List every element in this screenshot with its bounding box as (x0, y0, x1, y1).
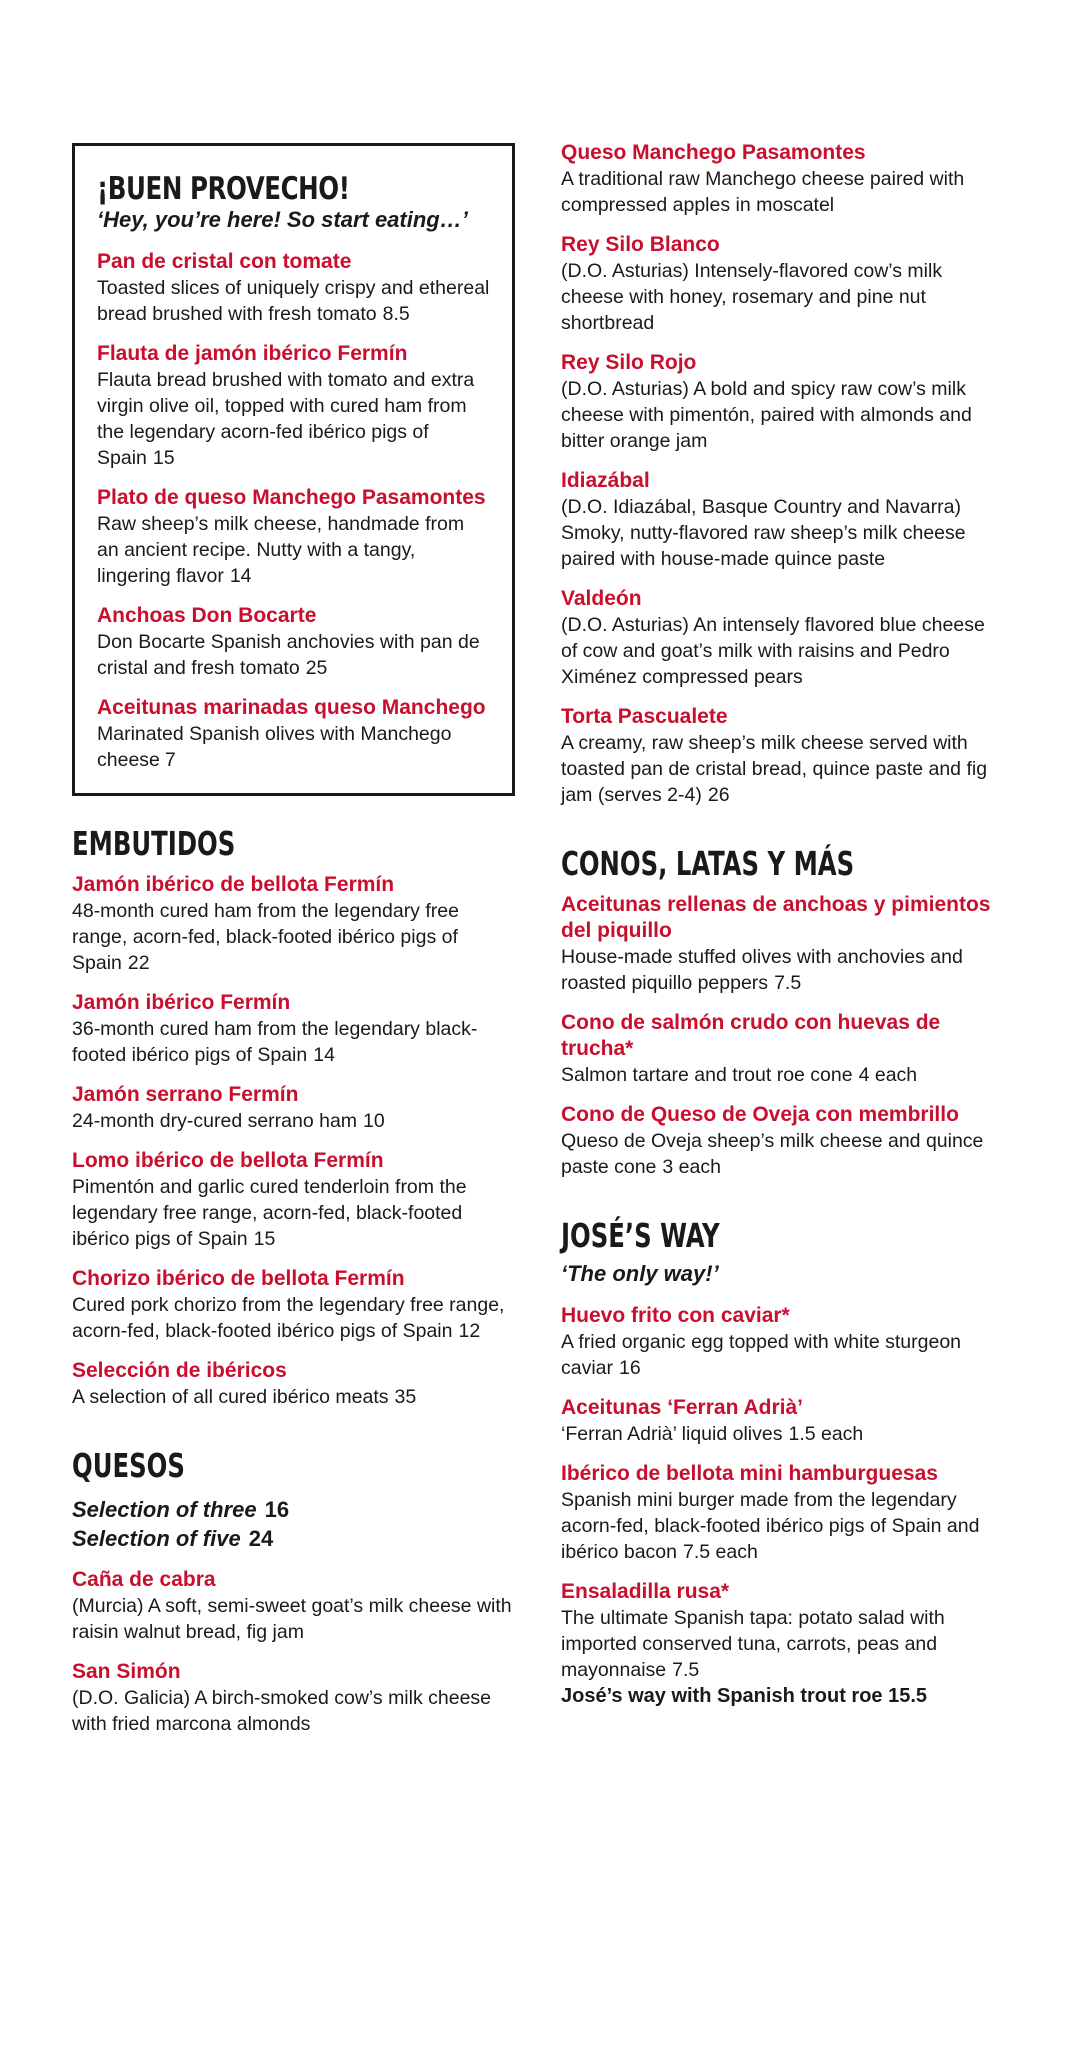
item-desc-text: Queso de Oveja sheep’s milk cheese and quince paste cone (561, 1130, 984, 1179)
item-price: 35 (394, 1386, 417, 1409)
quesos-title: QUESOS (72, 1446, 185, 1486)
item-desc-text: ‘Ferran Adrià’ liquid olives (561, 1422, 783, 1445)
item-name: Selección de ibéricos (72, 1359, 287, 1383)
item-desc-text: House-made stuffed olives with anchovies and roasted piquillo peppers (561, 946, 963, 995)
menu-item (97, 603, 490, 681)
conos-section (561, 846, 1004, 1180)
menu-item (561, 1461, 1004, 1565)
selection-three-price: 16 (264, 1496, 290, 1522)
item-desc-text: 36-month cured ham from the legendary black-footed ibérico pigs of Spain (72, 1018, 478, 1067)
joses-way-section (561, 1218, 1004, 1709)
embutidos-section (72, 826, 515, 1410)
item-description (97, 629, 490, 681)
item-price: 22 (127, 952, 150, 975)
left-column (72, 143, 515, 1775)
item-desc-text: A selection of all cured ibérico meats (72, 1386, 389, 1409)
item-description (97, 367, 490, 471)
item-description: (D.O. Idiazábal, Basque Country and Navarra) Smoky, nutty-flavored raw sheep’s milk cheese paired with house-made quince paste (561, 496, 966, 570)
item-name: Rey Silo Blanco (561, 233, 720, 256)
item-name: Jamón serrano Fermín (72, 1083, 299, 1107)
item-description (561, 1329, 1004, 1381)
item-price: 14 (229, 565, 252, 588)
item-desc-text: 48-month cured ham from the legendary free range, acorn-fed, black-footed ibérico pigs of Spain (72, 900, 459, 975)
item-desc-text: Salmon tartare and trout roe cone (561, 1064, 853, 1087)
item-price: 7 (164, 749, 176, 772)
joses-way-title: JOSÉ’S WAY (561, 1216, 720, 1256)
item-price: 12 (458, 1320, 481, 1343)
item-description (72, 1384, 515, 1410)
menu-item (561, 1579, 1004, 1709)
item-desc-text: A fried organic egg topped with white sturgeon caviar (561, 1330, 962, 1379)
item-name: Plato de queso Manchego Pasamontes (97, 486, 486, 510)
item-name: Aceitunas rellenas de anchoas y pimientos del piquillo (561, 893, 991, 943)
joses-way-tagline: ‘The only way!’ (561, 1260, 719, 1286)
item-name: Valdeón (561, 587, 642, 610)
item-price: 15 (253, 1228, 276, 1251)
item-price: 25 (305, 657, 328, 680)
item-description (561, 1062, 1004, 1088)
item-name: Chorizo ibérico de bellota Fermín (72, 1267, 405, 1291)
item-desc-text: 24-month dry-cured serrano ham (72, 1110, 358, 1133)
item-description: (D.O. Asturias) A bold and spicy raw cow’s milk cheese with pimentón, paired with almonds and bitter orange jam (561, 378, 972, 452)
menu-item (561, 892, 1004, 996)
selection-three-label: Selection of three (72, 1496, 257, 1522)
menu-item (97, 485, 490, 589)
item-desc-text: Spanish mini burger made from the legendary acorn-fed, black-footed ibérico pigs of Spain and ibérico bacon (561, 1488, 980, 1563)
menu-item (72, 990, 515, 1068)
item-price: 4 each (858, 1064, 918, 1087)
item-price: 15 (152, 447, 175, 470)
menu-item (561, 1010, 1004, 1088)
menu-item (72, 1082, 515, 1134)
menu-item (97, 341, 490, 471)
item-name: Flauta de jamón ibérico Fermín (97, 342, 408, 366)
item-desc-text: Don Bocarte Spanish anchovies with pan de cristal and fresh tomato (97, 631, 480, 680)
item-name: Aceitunas ‘Ferran Adrià’ (561, 1395, 803, 1419)
selection-five-label: Selection of five (72, 1525, 241, 1551)
item-desc-text: Cured pork chorizo from the legendary free range, acorn-fed, black-footed ibérico pigs of Spain (72, 1294, 505, 1343)
item-description: (D.O. Galicia) A birch-smoked cow’s milk cheese with fried marcona almonds (72, 1686, 492, 1735)
item-name: San Simón (72, 1659, 181, 1683)
selection-three (72, 1495, 515, 1524)
item-description (561, 730, 1004, 808)
item-description (561, 944, 1004, 996)
item-price: 7.5 (774, 972, 802, 995)
item-name: Cono de salmón crudo con huevas de trucha* (561, 1011, 941, 1061)
item-name: Anchoas Don Bocarte (97, 604, 317, 628)
menu-item (561, 232, 1004, 336)
item-extra: José’s way with Spanish trout roe 15.5 (561, 1684, 928, 1707)
item-desc-text: Flauta bread brushed with tomato and extra virgin olive oil, topped with cured ham from the legendary acorn-fed ibérico pigs of Spain (97, 369, 475, 470)
item-name: Huevo frito con caviar* (561, 1303, 790, 1327)
embutidos-title: EMBUTIDOS (72, 824, 236, 864)
item-desc-text: Pimentón and garlic cured tenderloin from the legendary free range, acorn-fed, black-footed ibérico pigs of Spain (72, 1176, 467, 1251)
item-description (72, 898, 515, 976)
item-desc-text: Toasted slices of uniquely crispy and ethereal bread brushed with fresh tomato (97, 277, 490, 326)
item-description (97, 721, 490, 773)
item-name: Aceitunas marinadas queso Manchego (97, 696, 486, 720)
buen-provecho-box (72, 143, 515, 796)
item-name: Ensaladilla rusa* (561, 1579, 730, 1603)
conos-title: CONOS, LATAS Y MÁS (561, 844, 855, 883)
buen-provecho-title: ¡BUEN PROVECHO! (97, 171, 350, 207)
item-description: (D.O. Asturias) An intensely flavored blue cheese of cow and goat’s milk with raisins and Pedro Ximénez compressed pears (561, 614, 985, 688)
item-price: 16 (619, 1356, 641, 1379)
quesos-selections (72, 1495, 515, 1553)
item-name: Caña de cabra (72, 1567, 216, 1591)
item-desc-text: The ultimate Spanish tapa: potato salad with imported conserved tuna, carrots, peas and mayonnaise (561, 1606, 945, 1681)
item-price: 7.5 each (683, 1540, 758, 1563)
item-name: Lomo ibérico de bellota Fermín (72, 1149, 384, 1173)
item-name: Ibérico de bellota mini hamburguesas (561, 1461, 938, 1485)
menu-item (561, 350, 1004, 454)
item-description: (D.O. Asturias) Intensely-flavored cow’s milk cheese with honey, rosemary and pine nut shortbread (561, 260, 943, 334)
menu-item (561, 704, 1004, 808)
selection-five (72, 1524, 515, 1553)
menu-item (72, 1567, 515, 1645)
item-description (72, 1108, 515, 1134)
menu-item (561, 1303, 1004, 1381)
item-description (97, 275, 490, 327)
menu-item (561, 140, 1004, 218)
right-column (561, 140, 1004, 1747)
item-name: Torta Pascualete (561, 705, 728, 728)
quesos-section (72, 1448, 515, 1736)
item-price: 10 (363, 1110, 385, 1133)
item-description (72, 1016, 515, 1068)
item-description: (Murcia) A soft, semi-sweet goat’s milk cheese with raisin walnut bread, fig jam (72, 1594, 512, 1643)
menu-item (97, 695, 490, 773)
quesos-continued (561, 140, 1004, 808)
item-description (72, 1174, 515, 1252)
item-name: Queso Manchego Pasamontes (561, 141, 866, 164)
menu-item (561, 1102, 1004, 1180)
item-name: Jamón ibérico de bellota Fermín (72, 873, 395, 897)
item-name: Cono de Queso de Oveja con membrillo (561, 1103, 959, 1127)
menu-item (561, 586, 1004, 690)
buen-provecho-tagline: ‘Hey, you’re here! So start eating…’ (97, 206, 468, 232)
item-desc-text: A creamy, raw sheep’s milk cheese served with toasted pan de cristal bread, quince paste and fig jam (serves 2-4) (561, 732, 988, 806)
item-name: Idiazábal (561, 469, 650, 492)
menu-item (561, 468, 1004, 572)
item-name: Jamón ibérico Fermín (72, 991, 291, 1015)
menu-item (72, 1148, 515, 1252)
item-desc-text: Raw sheep’s milk cheese, handmade from an ancient recipe. Nutty with a tangy, lingering flavor (97, 513, 465, 588)
item-description (561, 1487, 1004, 1565)
item-price: 8.5 (382, 303, 410, 326)
menu-item (561, 1395, 1004, 1447)
item-price: 14 (313, 1044, 335, 1067)
menu-item (97, 249, 490, 327)
item-description (561, 1605, 1004, 1683)
item-description (561, 1128, 1004, 1180)
item-description (561, 1421, 1004, 1447)
item-description (72, 1292, 515, 1344)
item-name: Pan de cristal con tomate (97, 250, 352, 274)
item-description (97, 511, 490, 589)
selection-five-price: 24 (248, 1525, 274, 1551)
menu-item (72, 1358, 515, 1410)
menu-item (72, 872, 515, 976)
item-description: A traditional raw Manchego cheese paired with compressed apples in moscatel (561, 168, 965, 216)
item-name: Rey Silo Rojo (561, 351, 697, 374)
item-price: 26 (707, 784, 730, 806)
menu-item (72, 1266, 515, 1344)
menu-item (72, 1659, 515, 1737)
item-price: 3 each (662, 1156, 721, 1179)
item-price: 7.5 (672, 1658, 700, 1681)
item-desc-text: Marinated Spanish olives with Manchego cheese (97, 723, 452, 772)
item-price: 1.5 each (788, 1422, 864, 1445)
